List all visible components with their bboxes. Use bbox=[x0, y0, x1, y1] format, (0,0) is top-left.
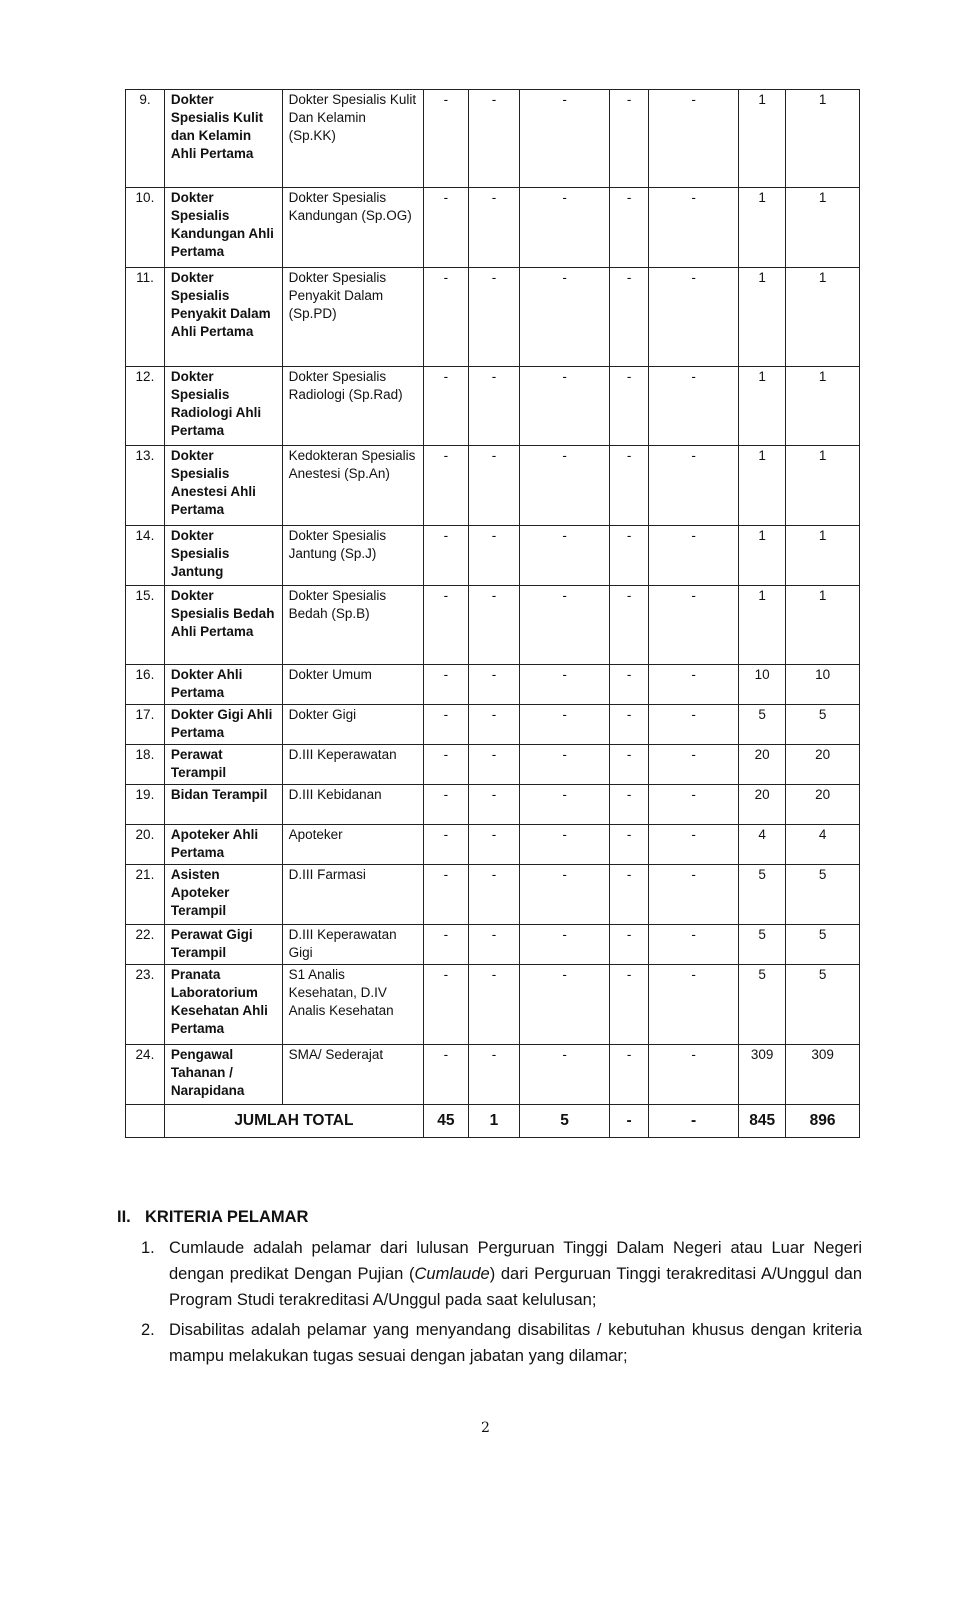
table-row bbox=[126, 446, 860, 526]
kualifikasi-cell: Dokter Spesialis Jantung (Sp.J) bbox=[282, 526, 423, 586]
value-cell: 5 bbox=[739, 705, 786, 745]
value-cell: 5 bbox=[786, 925, 860, 965]
value-cell: - bbox=[649, 268, 739, 367]
criteria-item bbox=[117, 1317, 862, 1369]
value-cell: 1 bbox=[739, 268, 786, 367]
row-number: 20. bbox=[126, 825, 165, 865]
kualifikasi-cell: SMA/ Sederajat bbox=[282, 1045, 423, 1105]
value-cell: - bbox=[423, 90, 468, 188]
criteria-number: 2. bbox=[141, 1321, 155, 1339]
value-cell: - bbox=[468, 825, 519, 865]
criteria-text: Disabilitas adalah pelamar yang menyandang disabilitas / kebutuhan khusus dengan kriteria mampu melakukan tugas sesuai dengan jabatan yang dilamar; bbox=[169, 1321, 862, 1365]
row-number: 18. bbox=[126, 745, 165, 785]
kualifikasi-cell: Kedokteran Spesialis Anestesi (Sp.An) bbox=[282, 446, 423, 526]
value-cell: 20 bbox=[786, 785, 860, 825]
kualifikasi-cell: Dokter Umum bbox=[282, 665, 423, 705]
value-cell: - bbox=[649, 665, 739, 705]
value-cell: - bbox=[520, 268, 610, 367]
table-row bbox=[126, 825, 860, 865]
table-row bbox=[126, 1045, 860, 1105]
value-cell: - bbox=[423, 925, 468, 965]
value-cell: 5 bbox=[786, 965, 860, 1045]
table-row bbox=[126, 705, 860, 745]
value-cell: - bbox=[468, 268, 519, 367]
jabatan-cell: Bidan Terampil bbox=[164, 785, 282, 825]
section-title-text: KRITERIA PELAMAR bbox=[145, 1208, 309, 1226]
criteria-number: 1. bbox=[141, 1239, 155, 1257]
value-cell: 4 bbox=[786, 825, 860, 865]
value-cell: 20 bbox=[739, 745, 786, 785]
value-cell: - bbox=[468, 965, 519, 1045]
row-number: 9. bbox=[126, 90, 165, 188]
value-cell: - bbox=[649, 526, 739, 586]
total-value-cell: - bbox=[649, 1105, 739, 1138]
table-row bbox=[126, 526, 860, 586]
total-value-cell: 896 bbox=[786, 1105, 860, 1138]
value-cell: - bbox=[423, 526, 468, 586]
kualifikasi-cell: S1 Analis Kesehatan, D.IV Analis Kesehatan bbox=[282, 965, 423, 1045]
total-value-cell: 1 bbox=[468, 1105, 519, 1138]
value-cell: 1 bbox=[739, 188, 786, 268]
value-cell: 5 bbox=[739, 925, 786, 965]
value-cell: - bbox=[520, 526, 610, 586]
row-number: 16. bbox=[126, 665, 165, 705]
value-cell: 1 bbox=[786, 526, 860, 586]
table-row bbox=[126, 586, 860, 665]
value-cell: - bbox=[610, 785, 649, 825]
value-cell: - bbox=[649, 925, 739, 965]
value-cell: - bbox=[468, 586, 519, 665]
jabatan-cell: Dokter Spesialis Kandungan Ahli Pertama bbox=[164, 188, 282, 268]
jabatan-cell: Perawat Gigi Terampil bbox=[164, 925, 282, 965]
table-row bbox=[126, 925, 860, 965]
value-cell: 5 bbox=[739, 965, 786, 1045]
jabatan-cell: Dokter Gigi Ahli Pertama bbox=[164, 705, 282, 745]
jabatan-cell: Dokter Spesialis Penyakit Dalam Ahli Pertama bbox=[164, 268, 282, 367]
table-row bbox=[126, 865, 860, 925]
value-cell: - bbox=[520, 865, 610, 925]
value-cell: 5 bbox=[786, 705, 860, 745]
value-cell: - bbox=[423, 785, 468, 825]
value-cell: - bbox=[520, 925, 610, 965]
value-cell: - bbox=[520, 705, 610, 745]
value-cell: - bbox=[610, 665, 649, 705]
value-cell: - bbox=[610, 1045, 649, 1105]
kualifikasi-cell: Dokter Spesialis Bedah (Sp.B) bbox=[282, 586, 423, 665]
row-number: 12. bbox=[126, 367, 165, 446]
row-number: 14. bbox=[126, 526, 165, 586]
value-cell: - bbox=[520, 90, 610, 188]
value-cell: 5 bbox=[786, 865, 860, 925]
criteria-text-after: ) dari Perguruan Tinggi terakreditasi A/Unggul dan Program Studi terakreditasi A/Unggul pada saat kelulusan; bbox=[169, 1265, 862, 1309]
kualifikasi-cell: D.III Farmasi bbox=[282, 865, 423, 925]
value-cell: - bbox=[423, 705, 468, 745]
value-cell: - bbox=[468, 665, 519, 705]
value-cell: - bbox=[649, 865, 739, 925]
jabatan-cell: Dokter Spesialis Anestesi Ahli Pertama bbox=[164, 446, 282, 526]
page-number: 2 bbox=[481, 1420, 490, 1436]
value-cell: - bbox=[423, 825, 468, 865]
row-number: 15. bbox=[126, 586, 165, 665]
value-cell: - bbox=[649, 785, 739, 825]
value-cell: 1 bbox=[786, 188, 860, 268]
criteria-italic-term: Cumlaude bbox=[414, 1265, 490, 1283]
jabatan-cell: Apoteker Ahli Pertama bbox=[164, 825, 282, 865]
value-cell: - bbox=[610, 586, 649, 665]
total-empty-cell bbox=[126, 1105, 165, 1138]
value-cell: 309 bbox=[739, 1045, 786, 1105]
value-cell: - bbox=[649, 965, 739, 1045]
value-cell: - bbox=[649, 188, 739, 268]
jabatan-cell: Perawat Terampil bbox=[164, 745, 282, 785]
kualifikasi-cell: Dokter Spesialis Kulit Dan Kelamin (Sp.KK) bbox=[282, 90, 423, 188]
jabatan-cell: Pengawal Tahanan / Narapidana bbox=[164, 1045, 282, 1105]
value-cell: 309 bbox=[786, 1045, 860, 1105]
value-cell: - bbox=[610, 925, 649, 965]
value-cell: - bbox=[649, 745, 739, 785]
value-cell: - bbox=[649, 705, 739, 745]
value-cell: - bbox=[468, 785, 519, 825]
value-cell: 5 bbox=[739, 865, 786, 925]
value-cell: - bbox=[610, 367, 649, 446]
value-cell: - bbox=[649, 367, 739, 446]
table-row bbox=[126, 188, 860, 268]
value-cell: 20 bbox=[786, 745, 860, 785]
jabatan-cell: Asisten Apoteker Terampil bbox=[164, 865, 282, 925]
section-roman: II. bbox=[117, 1208, 131, 1226]
row-number: 19. bbox=[126, 785, 165, 825]
table-body bbox=[126, 90, 860, 1138]
table-row bbox=[126, 745, 860, 785]
kriteria-section bbox=[117, 1208, 862, 1373]
value-cell: - bbox=[520, 825, 610, 865]
jabatan-cell: Dokter Spesialis Jantung bbox=[164, 526, 282, 586]
value-cell: - bbox=[423, 1045, 468, 1105]
total-value-cell: 845 bbox=[739, 1105, 786, 1138]
kualifikasi-cell: D.III Keperawatan Gigi bbox=[282, 925, 423, 965]
value-cell: - bbox=[468, 865, 519, 925]
value-cell: - bbox=[520, 665, 610, 705]
jabatan-cell: Dokter Spesialis Bedah Ahli Pertama bbox=[164, 586, 282, 665]
value-cell: - bbox=[423, 367, 468, 446]
value-cell: 1 bbox=[786, 90, 860, 188]
kualifikasi-cell: Dokter Gigi bbox=[282, 705, 423, 745]
value-cell: - bbox=[649, 90, 739, 188]
value-cell: - bbox=[649, 1045, 739, 1105]
value-cell: - bbox=[610, 705, 649, 745]
table-row bbox=[126, 785, 860, 825]
value-cell: - bbox=[468, 705, 519, 745]
value-cell: 1 bbox=[739, 446, 786, 526]
criteria-item bbox=[117, 1235, 862, 1313]
value-cell: - bbox=[423, 586, 468, 665]
row-number: 10. bbox=[126, 188, 165, 268]
value-cell: - bbox=[423, 665, 468, 705]
value-cell: 1 bbox=[739, 526, 786, 586]
value-cell: - bbox=[468, 526, 519, 586]
value-cell: 1 bbox=[739, 586, 786, 665]
total-value-cell: 5 bbox=[520, 1105, 610, 1138]
value-cell: - bbox=[520, 745, 610, 785]
value-cell: 20 bbox=[739, 785, 786, 825]
value-cell: 1 bbox=[786, 446, 860, 526]
kualifikasi-cell: D.III Kebidanan bbox=[282, 785, 423, 825]
value-cell: - bbox=[468, 188, 519, 268]
value-cell: - bbox=[610, 446, 649, 526]
value-cell: - bbox=[423, 865, 468, 925]
value-cell: 10 bbox=[786, 665, 860, 705]
row-number: 23. bbox=[126, 965, 165, 1045]
table-row bbox=[126, 665, 860, 705]
value-cell: - bbox=[520, 965, 610, 1045]
value-cell: - bbox=[649, 446, 739, 526]
value-cell: - bbox=[649, 586, 739, 665]
kualifikasi-cell: Dokter Spesialis Penyakit Dalam (Sp.PD) bbox=[282, 268, 423, 367]
row-number: 17. bbox=[126, 705, 165, 745]
value-cell: 1 bbox=[786, 367, 860, 446]
value-cell: - bbox=[610, 526, 649, 586]
table-row bbox=[126, 965, 860, 1045]
kualifikasi-cell: D.III Keperawatan bbox=[282, 745, 423, 785]
value-cell: - bbox=[520, 188, 610, 268]
value-cell: 1 bbox=[739, 367, 786, 446]
value-cell: - bbox=[423, 745, 468, 785]
total-label: JUMLAH TOTAL bbox=[164, 1105, 423, 1138]
value-cell: - bbox=[468, 90, 519, 188]
value-cell: - bbox=[520, 785, 610, 825]
table-row bbox=[126, 90, 860, 188]
value-cell: - bbox=[610, 90, 649, 188]
value-cell: - bbox=[610, 268, 649, 367]
value-cell: - bbox=[610, 965, 649, 1045]
value-cell: 1 bbox=[739, 90, 786, 188]
value-cell: - bbox=[423, 188, 468, 268]
value-cell: - bbox=[423, 446, 468, 526]
formasi-table bbox=[125, 89, 860, 1138]
row-number: 13. bbox=[126, 446, 165, 526]
section-title bbox=[117, 1208, 862, 1227]
value-cell: - bbox=[649, 825, 739, 865]
value-cell: - bbox=[520, 367, 610, 446]
value-cell: - bbox=[610, 188, 649, 268]
value-cell: - bbox=[520, 446, 610, 526]
row-number: 24. bbox=[126, 1045, 165, 1105]
value-cell: 1 bbox=[786, 268, 860, 367]
kualifikasi-cell: Apoteker bbox=[282, 825, 423, 865]
total-row bbox=[126, 1105, 860, 1138]
value-cell: - bbox=[468, 925, 519, 965]
value-cell: - bbox=[468, 367, 519, 446]
value-cell: - bbox=[610, 745, 649, 785]
value-cell: - bbox=[520, 586, 610, 665]
value-cell: - bbox=[468, 446, 519, 526]
value-cell: 4 bbox=[739, 825, 786, 865]
value-cell: - bbox=[468, 1045, 519, 1105]
row-number: 21. bbox=[126, 865, 165, 925]
jabatan-cell: Dokter Spesialis Radiologi Ahli Pertama bbox=[164, 367, 282, 446]
row-number: 22. bbox=[126, 925, 165, 965]
value-cell: - bbox=[423, 965, 468, 1045]
criteria-text: Cumlaude adalah pelamar dari lulusan Perguruan Tinggi Dalam Negeri atau Luar Negeri dengan predikat Dengan Pujian ( bbox=[169, 1239, 862, 1283]
jabatan-cell: Pranata Laboratorium Kesehatan Ahli Pertama bbox=[164, 965, 282, 1045]
value-cell: - bbox=[468, 745, 519, 785]
value-cell: 10 bbox=[739, 665, 786, 705]
total-value-cell: - bbox=[610, 1105, 649, 1138]
total-value-cell: 45 bbox=[423, 1105, 468, 1138]
value-cell: - bbox=[610, 825, 649, 865]
value-cell: 1 bbox=[786, 586, 860, 665]
row-number: 11. bbox=[126, 268, 165, 367]
value-cell: - bbox=[520, 1045, 610, 1105]
table-row bbox=[126, 268, 860, 367]
value-cell: - bbox=[423, 268, 468, 367]
table-row bbox=[126, 367, 860, 446]
criteria-list bbox=[117, 1235, 862, 1369]
kualifikasi-cell: Dokter Spesialis Kandungan (Sp.OG) bbox=[282, 188, 423, 268]
value-cell: - bbox=[610, 865, 649, 925]
kualifikasi-cell: Dokter Spesialis Radiologi (Sp.Rad) bbox=[282, 367, 423, 446]
jabatan-cell: Dokter Ahli Pertama bbox=[164, 665, 282, 705]
jabatan-cell: Dokter Spesialis Kulit dan Kelamin Ahli Pertama bbox=[164, 90, 282, 188]
